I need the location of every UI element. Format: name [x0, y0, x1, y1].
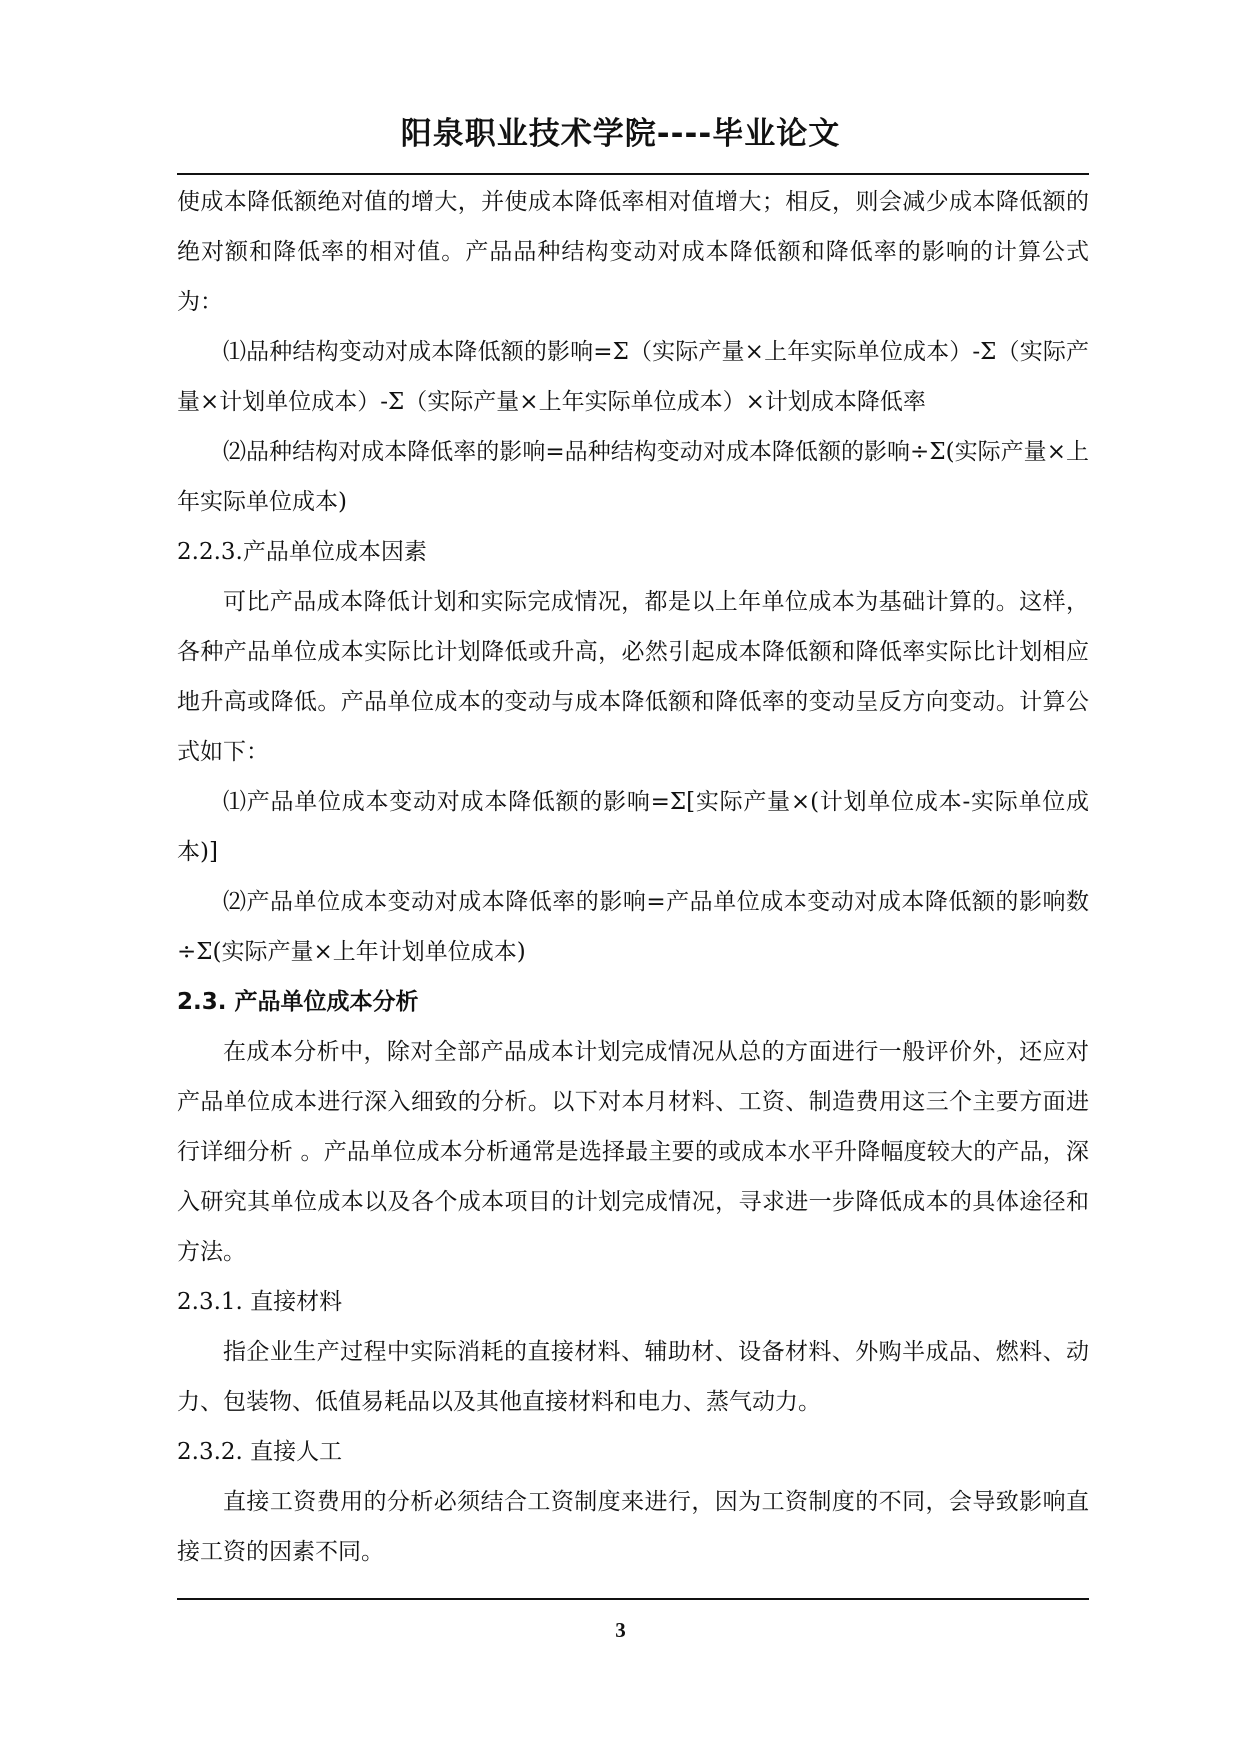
formula-paragraph: ⑵产品单位成本变动对成本降低率的影响=产品单位成本变动对成本降低额的影响数÷Σ(实际产量×上年计划单位成本) — [177, 889, 1089, 965]
formula-paragraph: ⑵品种结构对成本降低率的影响=品种结构变动对成本降低额的影响÷Σ(实际产量×上年实际单位成本) — [177, 439, 1089, 515]
paragraph: 在成本分析中，除对全部产品成本计划完成情况从总的方面进行一般评价外，还应对产品单位成本进行深入细致的分析。以下对本月材料、工资、制造费用这三个主要方面进行详细分析 。产品单位成本分析通常是选择最主要的或成本水平升降幅度较大的产品，深入研究其单位成本以及各个成本项目的计划完成情况，寻求进一步降低成本的具体途径和方法。 — [177, 1039, 1089, 1265]
section-heading-2-3: 2.3. 产品单位成本分析 — [177, 989, 419, 1015]
subsection-heading-2-2-3: 2.2.3.产品单位成本因素 — [177, 539, 427, 565]
paragraph: 可比产品成本降低计划和实际完成情况，都是以上年单位成本为基础计算的。这样，各种产品单位成本实际比计划降低或升高，必然引起成本降低额和降低率实际比计划相应地升高或降低。产品单位成本的变动与成本降低额和降低率的变动呈反方向变动。计算公式如下： — [177, 589, 1089, 765]
page-number: 3 — [615, 1618, 626, 1642]
formula-paragraph: ⑴产品单位成本变动对成本降低额的影响=Σ[实际产量×(计划单位成本-实际单位成本)] — [177, 789, 1089, 865]
paragraph: 直接工资费用的分析必须结合工资制度来进行，因为工资制度的不同，会导致影响直接工资的因素不同。 — [177, 1489, 1089, 1565]
paragraph: 使成本降低额绝对值的增大，并使成本降低率相对值增大；相反，则会减少成本降低额的绝对额和降低率的相对值。产品品种结构变动对成本降低额和降低率的影响的计算公式为： — [177, 189, 1089, 315]
page-header-title: 阳泉职业技术学院----毕业论文 — [400, 116, 841, 152]
subsection-heading-2-3-1: 2.3.1. 直接材料 — [177, 1289, 343, 1315]
footer-rule — [177, 1598, 1089, 1600]
header-rule — [177, 173, 1089, 175]
page-body — [177, 177, 1089, 1577]
subsection-heading-2-3-2: 2.3.2. 直接人工 — [177, 1439, 343, 1465]
formula-paragraph: ⑴品种结构变动对成本降低额的影响=Σ（实际产量×上年实际单位成本）-Σ（实际产量×计划单位成本）-Σ（实际产量×上年实际单位成本）×计划成本降低率 — [177, 339, 1089, 415]
paragraph: 指企业生产过程中实际消耗的直接材料、辅助材、设备材料、外购半成品、燃料、动力、包装物、低值易耗品以及其他直接材料和电力、蒸气动力。 — [177, 1339, 1089, 1415]
